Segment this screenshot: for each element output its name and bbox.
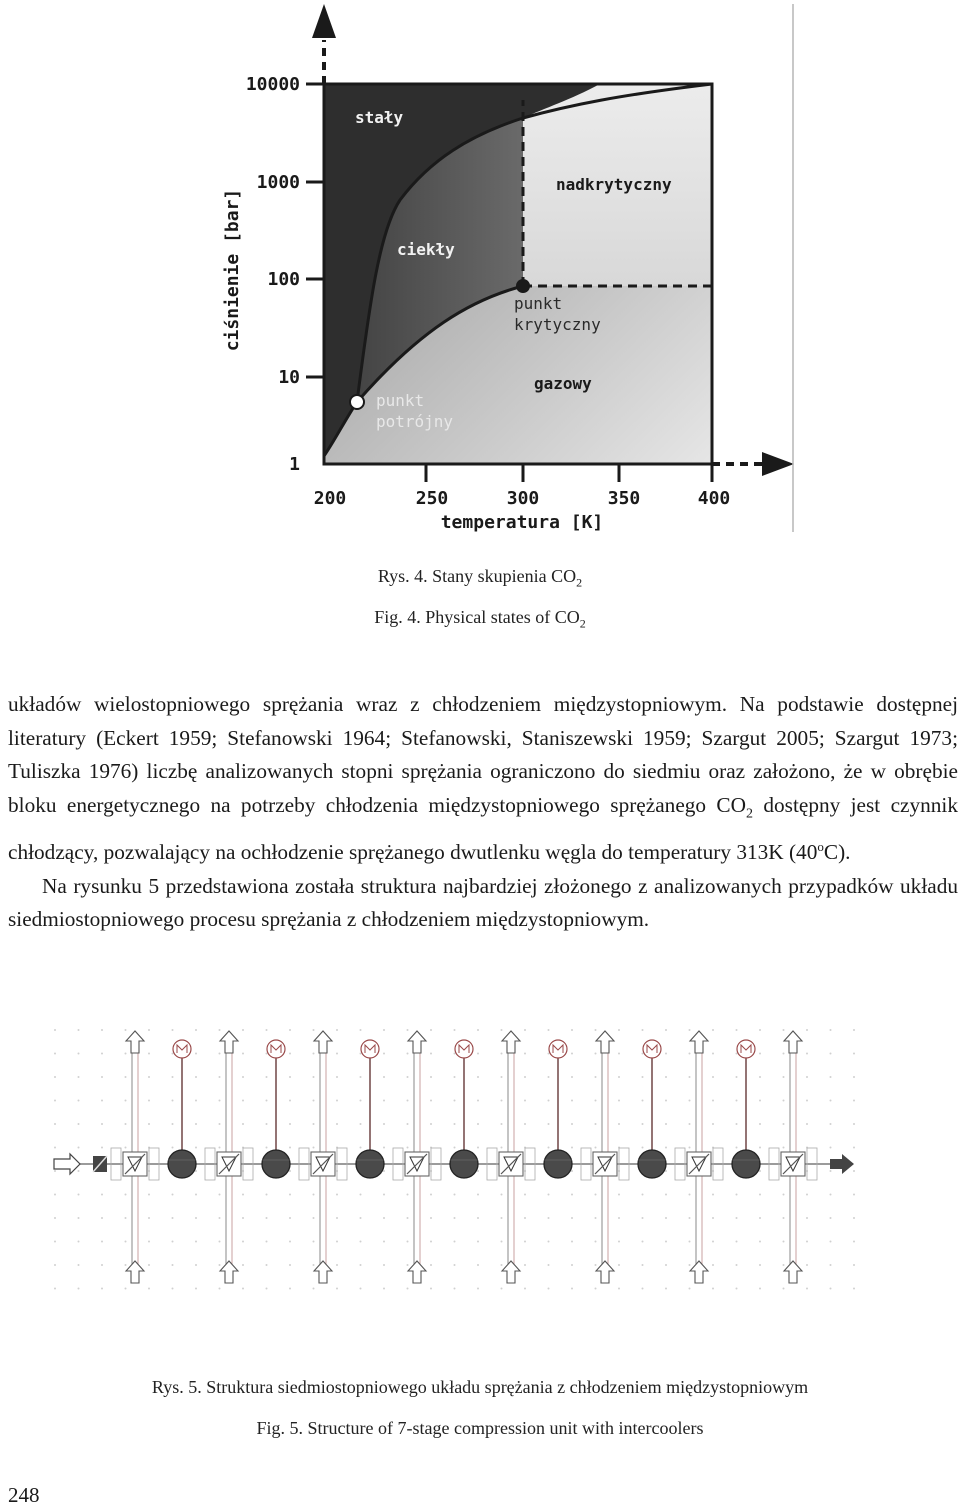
coolant-outlet-arrow-icon xyxy=(126,1031,144,1053)
coolant-inlet-arrow-icon xyxy=(126,1261,144,1283)
y-axis-arrowhead xyxy=(312,4,336,38)
compressor-icon xyxy=(356,1150,384,1178)
motor-icon xyxy=(361,1040,379,1058)
y-tick-label: 1 xyxy=(289,454,300,475)
coolant-inlet-arrow-icon xyxy=(314,1261,332,1283)
coolant-outlet-arrow-icon xyxy=(220,1031,238,1053)
y-ticks xyxy=(306,84,324,377)
body-text xyxy=(8,688,958,937)
motor-icon xyxy=(549,1040,567,1058)
critical-point-label-line2: krytyczny xyxy=(514,315,601,334)
motor-icon xyxy=(267,1040,285,1058)
x-tick-label: 250 xyxy=(415,488,449,509)
region-label-solid: stały xyxy=(355,108,404,127)
figure5-caption-en: Fig. 5. Structure of 7-stage compression unit with intercoolers xyxy=(256,1418,704,1438)
triple-point-label-line1: punkt xyxy=(376,391,425,410)
figure4-caption-pl: Rys. 4. Stany skupienia $CO_2$ xyxy=(377,566,583,590)
outlet-arrow-icon xyxy=(830,1154,854,1174)
region-label-gas: gazowy xyxy=(534,374,592,393)
figure4-caption-en: Fig. 4. Physical states of $CO_2$ xyxy=(374,607,586,631)
y-tick-label: 100 xyxy=(267,269,300,290)
x-tick-label: 400 xyxy=(697,488,731,509)
motor-icon xyxy=(173,1040,191,1058)
x-tick-label: 300 xyxy=(506,488,540,509)
motor-icon xyxy=(455,1040,473,1058)
compressor-icon xyxy=(168,1150,196,1178)
x-tick-label: 200 xyxy=(313,488,347,509)
triple-point-label-line2: potrójny xyxy=(376,412,454,431)
coolant-inlet-arrow-icon xyxy=(502,1261,520,1283)
triple-point-marker xyxy=(350,395,364,409)
y-tick-label: 1000 xyxy=(256,172,300,193)
compressor-icon xyxy=(732,1150,760,1178)
figure5-caption-pl: Rys. 5. Struktura siedmiostopniowego układu sprężania z chłodzeniem międzystopniowym xyxy=(151,1377,809,1397)
coolant-outlet-arrow-icon xyxy=(596,1031,614,1053)
region-label-supercritical: nadkrytyczny xyxy=(556,175,672,194)
x-ticks xyxy=(426,464,712,482)
critical-point-marker xyxy=(516,279,530,293)
coolant-inlet-arrow-icon xyxy=(596,1261,614,1283)
compressor-icon xyxy=(544,1150,572,1178)
critical-point-label-line1: punkt xyxy=(514,294,563,313)
page-number: 248 xyxy=(8,1483,40,1507)
coolant-outlet-arrow-icon xyxy=(784,1031,802,1053)
y-tick-label: 10000 xyxy=(245,74,300,95)
coolant-outlet-arrow-icon xyxy=(502,1031,520,1053)
coolant-inlet-arrow-icon xyxy=(408,1261,426,1283)
coolant-outlet-arrow-icon xyxy=(690,1031,708,1053)
scheme-main xyxy=(54,1031,854,1283)
coolant-inlet-arrow-icon xyxy=(690,1261,708,1283)
motor-icon xyxy=(737,1040,755,1058)
inlet-arrow-icon xyxy=(54,1154,80,1174)
compressor-icon xyxy=(638,1150,666,1178)
compression-scheme xyxy=(50,1025,860,1310)
coolant-outlet-arrow-icon xyxy=(408,1031,426,1053)
compressor-icon xyxy=(262,1150,290,1178)
motor-icon xyxy=(643,1040,661,1058)
paragraph-2: Na rysunku 5 przedstawiona została struktura najbardziej złożonego z analizowanych przypadków układu siedmiostopniowego procesu sprężania z chłodzeniem międzystopniowym. xyxy=(8,873,958,932)
x-axis-arrowhead xyxy=(762,452,794,476)
coolant-inlet-arrow-icon xyxy=(784,1261,802,1283)
x-tick-label: 350 xyxy=(607,488,641,509)
region-label-liquid: ciekły xyxy=(397,240,455,259)
y-axis-label: ciśnienie [bar] xyxy=(222,188,243,352)
coolant-inlet-arrow-icon xyxy=(220,1261,238,1283)
phase-diagram xyxy=(0,0,960,545)
x-axis-label: temperatura [K] xyxy=(440,512,604,533)
coolant-outlet-arrow-icon xyxy=(314,1031,332,1053)
y-tick-label: 10 xyxy=(278,367,300,388)
compressor-icon xyxy=(450,1150,478,1178)
paragraph-1: układów wielostopniowego sprężania wraz z chłodzeniem międzystopniowym. Na podstawie dostępnej literatury (Eckert 1959; Stefanowski 1964; Stefanowski, Staniszewski 1959; Szargut 2005; Szargut 1973; Tuliszka 1976) liczbę analizowanych stopni sprężania ograniczono do siedmiu oraz założono, że w obrębie bloku energetycznego na potrzeby chłodzenia międzystopniowego sprężanego $CO_2$ dostępny jest czynnik chłodzący, pozwalający na ochłodzenie sprężanego dwutlenku węgla do temperatury 313K (40$^o$C). xyxy=(8,692,958,865)
